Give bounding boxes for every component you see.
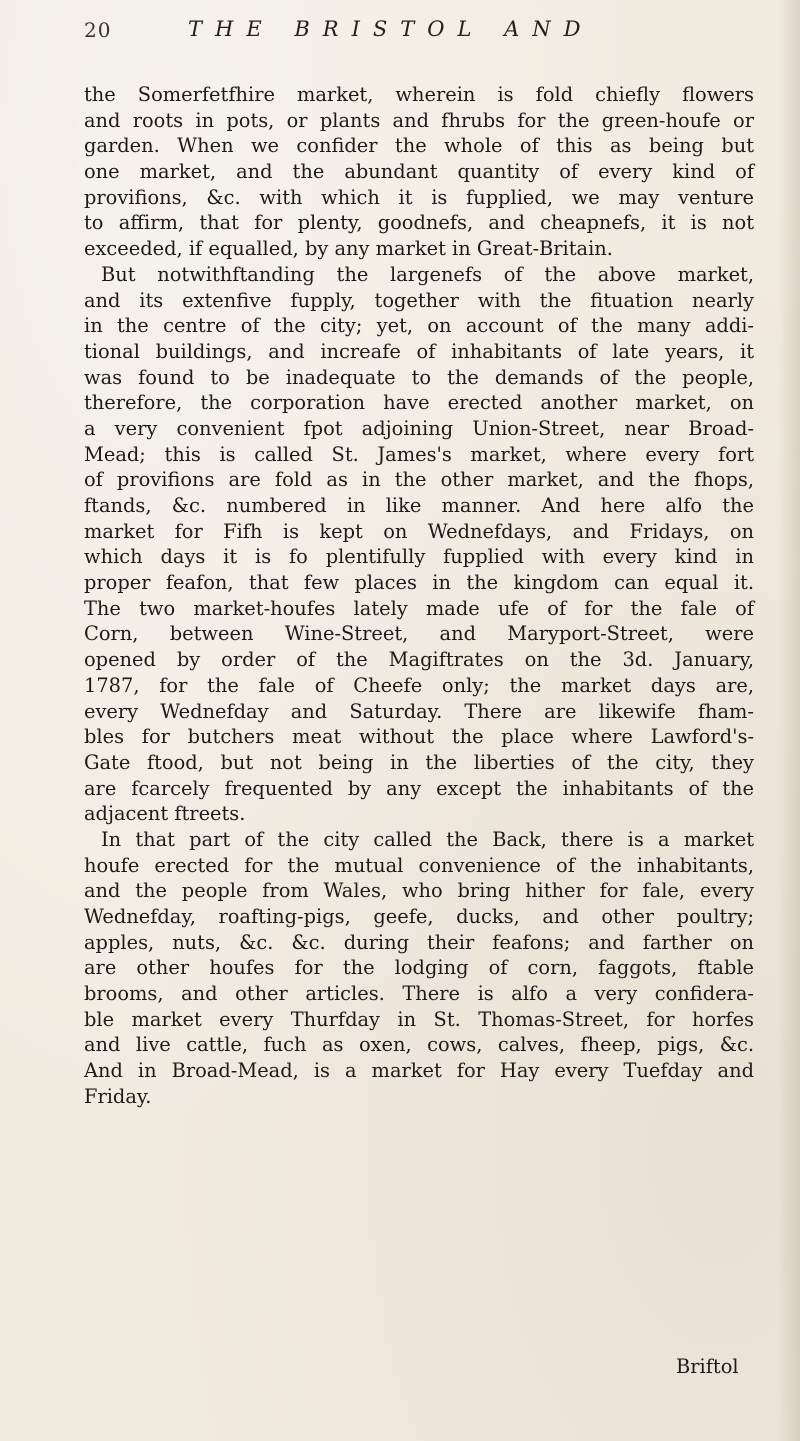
text-line: are fcarcely frequented by any except the inhabitants of the bbox=[84, 776, 754, 800]
text-line: which days it is fo plentifully fupplied with every kind in bbox=[84, 545, 754, 569]
text-line: to affirm, that for plenty, goodnefs, and cheapnefs, it is not bbox=[84, 211, 754, 235]
text-line: of provifions are fold as in the other market, and the fhops, bbox=[84, 468, 754, 492]
text-line: tional buildings, and increafe of inhabitants of late years, it bbox=[84, 339, 754, 363]
text-line: and its extenfive fupply, together with the fituation nearly bbox=[84, 288, 754, 312]
text-line: in the centre of the city; yet, on account of the many addi- bbox=[84, 314, 754, 338]
text-line: brooms, and other articles. There is alfo a very confidera- bbox=[84, 982, 754, 1006]
text-line: But notwithftanding the largenefs of the above market, bbox=[101, 262, 754, 286]
text-line: opened by order of the Magiftrates on the 3d. January, bbox=[84, 648, 754, 672]
text-line: bles for butchers meat without the place where Lawford's- bbox=[84, 725, 754, 749]
text-line: one market, and the abundant quantity of every kind of bbox=[84, 160, 754, 184]
text-line: Friday. bbox=[84, 1084, 152, 1108]
page-edge-shadow bbox=[778, 0, 800, 1441]
text-line: houfe erected for the mutual convenience of the inhabitants, bbox=[84, 853, 754, 877]
text-line: And in Broad-Mead, is a market for Hay every Tuefday and bbox=[84, 1059, 754, 1083]
text-line: exceeded, if equalled, by any market in Great-Britain. bbox=[84, 237, 613, 261]
text-line: are other houfes for the lodging of corn, faggots, ftable bbox=[84, 956, 754, 980]
text-line: Corn, between Wine-Street, and Maryport-Street, were bbox=[84, 622, 754, 646]
text-line: and roots in pots, or plants and fhrubs for the green-houfe or bbox=[84, 108, 754, 132]
text-line: the Somerfetfhire market, wherein is fold chiefly flowers bbox=[84, 83, 754, 106]
text-line: proper feafon, that few places in the kingdom can equal it. bbox=[84, 571, 754, 595]
text-line: Wednefday, roafting-pigs, geefe, ducks, and other poultry; bbox=[84, 905, 754, 928]
text-line: In that part of the city called the Back, there is a market bbox=[101, 827, 754, 851]
page-header bbox=[84, 16, 764, 56]
text-line: ftands, &c. numbered in like manner. And here alfo the bbox=[84, 494, 754, 517]
text-line: Mead; this is called St. James's market, where every fort bbox=[84, 442, 754, 466]
text-line: Gate ftood, but not being in the liberties of the city, they bbox=[84, 750, 754, 774]
body-text bbox=[84, 82, 754, 1110]
text-line: The two market-houfes lately made ufe of for the fale of bbox=[84, 596, 754, 620]
running-title: THE BRISTOL AND bbox=[188, 17, 594, 41]
text-line: every Wednefday and Saturday. There are likewife fham- bbox=[84, 699, 754, 723]
text-line: a very convenient fpot adjoining Union-Street, near Broad- bbox=[84, 416, 754, 440]
text-line: 1787, for the fale of Cheefe only; the market days are, bbox=[84, 673, 754, 697]
text-line: therefore, the corporation have erected another market, on bbox=[84, 391, 754, 415]
text-line: adjacent ftreets. bbox=[84, 802, 246, 826]
text-line: apples, nuts, &c. &c. during their feafons; and farther on bbox=[84, 930, 754, 954]
text-line: garden. When we confider the whole of this as being but bbox=[84, 134, 754, 158]
catchword: Briftol bbox=[676, 1355, 739, 1378]
text-line: and live cattle, fuch as oxen, cows, calves, fheep, pigs, &c. bbox=[84, 1033, 754, 1057]
text-line: provifions, &c. with which it is fupplied, we may venture bbox=[84, 185, 754, 209]
page-number: 20 bbox=[84, 18, 112, 42]
text-line: and the people from Wales, who bring hither for fale, every bbox=[84, 879, 754, 903]
text-line: market for Fifh is kept on Wednefdays, and Fridays, on bbox=[84, 519, 754, 543]
text-line: was found to be inadequate to the demands of the people, bbox=[84, 365, 754, 389]
text-line: ble market every Thurfday in St. Thomas-Street, for horfes bbox=[84, 1007, 754, 1031]
